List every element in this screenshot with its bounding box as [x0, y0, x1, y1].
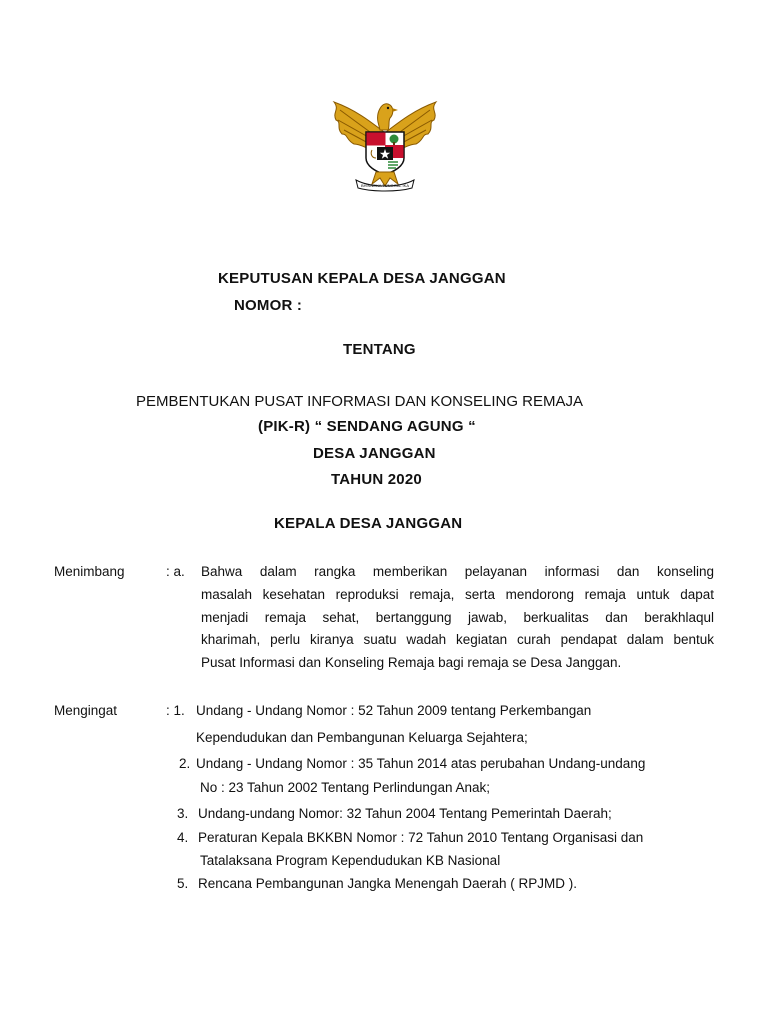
mengingat-item-line: Peraturan Kepala BKKBN Nomor : 72 Tahun 2010 Tentang Organisasi dan — [198, 830, 644, 845]
mengingat-item-marker: 5. — [177, 876, 189, 891]
menimbang-marker: : a. — [166, 564, 185, 579]
menimbang-line: masalah kesehatan reproduksi remaja, serta mendorong remaja untuk dapat — [201, 587, 714, 602]
menimbang-line: menjadi remaja sehat, bertanggung jawab, berkualitas dan berakhlaqul — [201, 610, 714, 625]
mengingat-item-line: Undang - Undang Nomor : 35 Tahun 2014 atas perubahan Undang-undang — [196, 756, 646, 771]
emblem-banner-text: BHINNEKA TUNGGAL IKA — [360, 183, 410, 188]
subject-line-2: (PIK-R) “ SENDANG AGUNG “ — [258, 418, 476, 435]
mengingat-item-line: Rencana Pembangunan Jangka Menengah Daerah ( RPJMD ). — [198, 876, 577, 891]
subject-line-3: DESA JANGGAN — [313, 445, 436, 462]
decree-title: KEPUTUSAN KEPALA DESA JANGGAN — [218, 270, 506, 287]
about-heading: TENTANG — [343, 341, 416, 358]
mengingat-item-line: Kependudukan dan Pembangunan Keluarga Sejahtera; — [196, 730, 528, 745]
garuda-pancasila-emblem-icon — [326, 92, 444, 192]
mengingat-item-line: Undang-undang Nomor: 32 Tahun 2004 Tentang Pemerintah Daerah; — [198, 806, 612, 821]
menimbang-line: kharimah, perlu kiranya suatu wadah kegiatan curah pendapat dalam bentuk — [201, 632, 714, 647]
menimbang-label: Menimbang — [54, 564, 125, 579]
decree-number: NOMOR : — [234, 297, 303, 314]
mengingat-item-marker: 3. — [177, 806, 189, 821]
mengingat-item-marker: 2. — [179, 756, 191, 771]
mengingat-item-line: Tatalaksana Program Kependudukan KB Nasional — [200, 853, 501, 868]
mengingat-item-line: No : 23 Tahun 2002 Tentang Perlindungan Anak; — [200, 780, 490, 795]
subject-line-4: TAHUN 2020 — [331, 471, 422, 488]
subject-line-1: PEMBENTUKAN PUSAT INFORMASI DAN KONSELING REMAJA — [136, 393, 584, 410]
mengingat-item-line: Undang - Undang Nomor : 52 Tahun 2009 tentang Perkembangan — [196, 703, 592, 718]
mengingat-label: Mengingat — [54, 703, 118, 718]
authority-heading: KEPALA DESA JANGGAN — [274, 515, 463, 532]
menimbang-line: Bahwa dalam rangka memberikan pelayanan informasi dan konseling — [201, 564, 714, 579]
mengingat-item-marker: 4. — [177, 830, 189, 845]
mengingat-item-marker: : 1. — [166, 703, 185, 718]
menimbang-line: Pusat Informasi dan Konseling Remaja bagi remaja se Desa Janggan. — [201, 655, 622, 670]
